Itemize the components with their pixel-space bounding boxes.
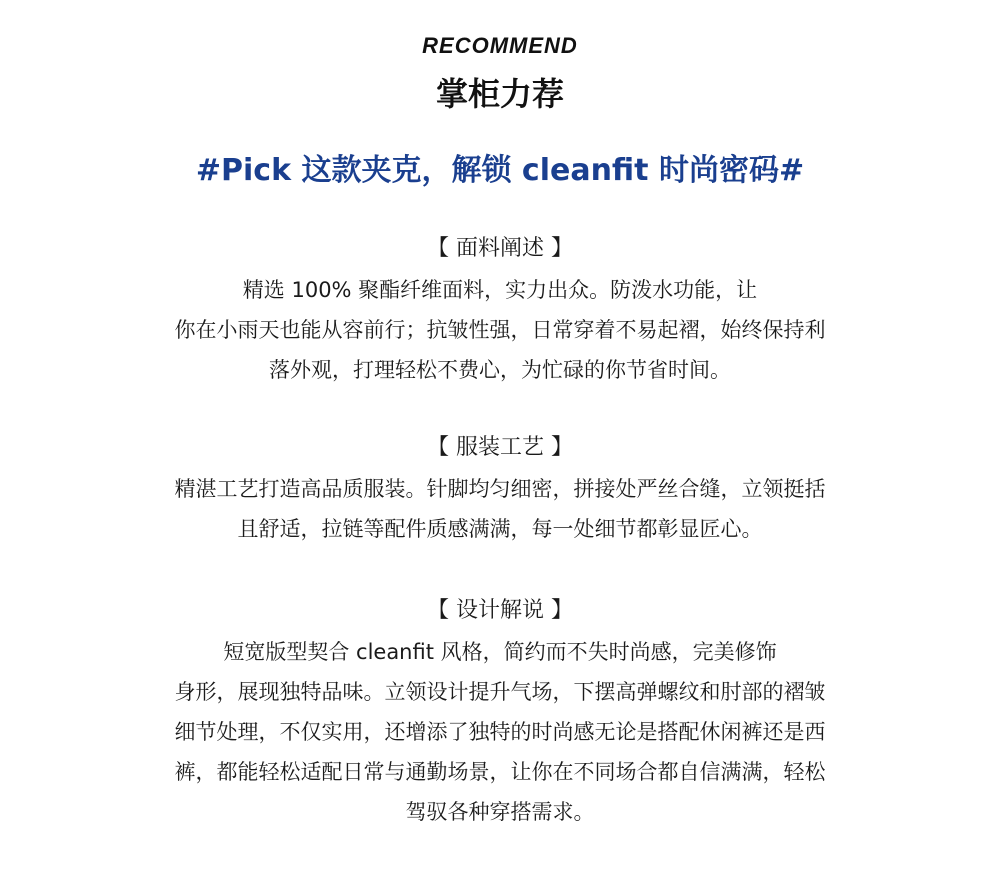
page-title: 掌柜力荐 bbox=[435, 75, 564, 113]
paragraph-line: 细节处理，不仅实用，还增添了独特的时尚感无论是搭配休闲裤还是西 bbox=[174, 720, 826, 744]
paragraph-line: 驾驭各种穿搭需求。 bbox=[405, 800, 595, 824]
paragraph-line: 精湛工艺打造高品质服装。针脚均匀细密，拼接处严丝合缝，立领挺括 bbox=[174, 477, 826, 501]
paragraph-line: 身形，展现独特品味。立领设计提升气场，下摆高弹螺纹和肘部的褶皱 bbox=[174, 680, 826, 704]
paragraph-line: 且舒适，拉链等配件质感满满，每一处细节都彰显匠心。 bbox=[237, 517, 763, 541]
section-fabric-description bbox=[0, 234, 1000, 390]
section-heading: 【 设计解说 】 bbox=[427, 598, 573, 623]
section-heading: 【 服装工艺 】 bbox=[427, 435, 573, 460]
section-design-notes bbox=[0, 596, 1000, 832]
paragraph-line: 精选 100% 聚酯纤维面料，实力出众。防泼水功能，让 bbox=[242, 278, 758, 302]
tagline: #Pick 这款夹克，解锁 cleanfit 时尚密码# bbox=[195, 153, 805, 188]
paragraph-line: 裤，都能轻松适配日常与通勤场景，让你在不同场合都自信满满，轻松 bbox=[174, 760, 826, 784]
paragraph-line: 短宽版型契合 cleanfit 风格，简约而不失时尚感，完美修饰 bbox=[223, 640, 777, 664]
paragraph-line: 你在小雨天也能从容前行；抗皱性强，日常穿着不易起褶，始终保持利 bbox=[174, 318, 826, 342]
eyebrow-label: RECOMMEND bbox=[422, 33, 578, 58]
paragraph-line: 落外观，打理轻松不费心，为忙碌的你节省时间。 bbox=[269, 358, 731, 382]
section-garment-craft bbox=[0, 433, 1000, 549]
section-heading: 【 面料阐述 】 bbox=[427, 236, 573, 261]
